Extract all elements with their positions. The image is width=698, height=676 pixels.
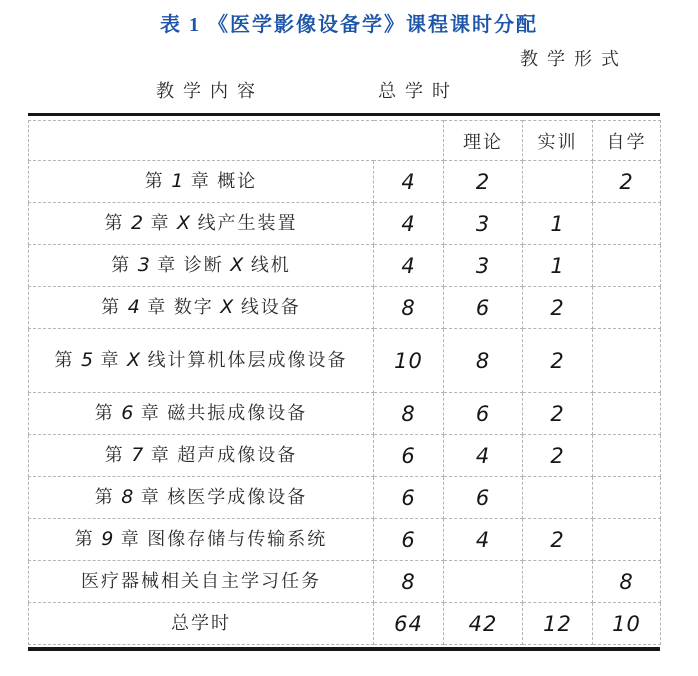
header-cell-practice: 实训 — [523, 121, 593, 161]
cell-self-study: 2 — [593, 161, 661, 203]
cell-total-hours: 6 — [374, 519, 444, 561]
cell-content: 总学时 — [29, 603, 374, 645]
cell-content: 第 2 章 X 线产生装置 — [29, 203, 374, 245]
label-teaching-content: 教学内容 — [156, 81, 264, 101]
cell-practice: 2 — [523, 435, 593, 477]
cell-content: 第 4 章 数字 X 线设备 — [29, 287, 374, 329]
table-row-chapter-3 — [29, 245, 661, 287]
cell-practice — [523, 477, 593, 519]
cell-theory: 6 — [444, 477, 523, 519]
cell-practice: 1 — [523, 245, 593, 287]
table-row-chapter-7 — [29, 435, 661, 477]
table-row-chapter-1 — [29, 161, 661, 203]
cell-theory: 3 — [444, 203, 523, 245]
cell-theory: 3 — [444, 245, 523, 287]
cell-practice — [523, 161, 593, 203]
cell-practice — [523, 561, 593, 603]
course-hours-table — [28, 120, 661, 645]
cell-self-study — [593, 519, 661, 561]
cell-total-hours: 4 — [374, 161, 444, 203]
cell-self-study — [593, 203, 661, 245]
table-row-chapter-5 — [29, 329, 661, 393]
cell-content: 医疗器械相关自主学习任务 — [29, 561, 374, 603]
cell-theory — [444, 561, 523, 603]
cell-self-study — [593, 435, 661, 477]
cell-total-hours: 64 — [374, 603, 444, 645]
cell-content: 第 8 章 核医学成像设备 — [29, 477, 374, 519]
cell-content: 第 9 章 图像存储与传输系统 — [29, 519, 374, 561]
top-rule — [28, 113, 660, 116]
cell-practice: 2 — [523, 519, 593, 561]
cell-total-hours: 8 — [374, 561, 444, 603]
cell-self-study — [593, 329, 661, 393]
table-row-chapter-6 — [29, 393, 661, 435]
cell-total-hours: 10 — [374, 329, 444, 393]
table-subheader-row — [29, 121, 661, 161]
cell-total-hours: 8 — [374, 393, 444, 435]
table-row-total — [29, 603, 661, 645]
cell-theory: 4 — [444, 519, 523, 561]
cell-content: 第 6 章 磁共振成像设备 — [29, 393, 374, 435]
cell-self-study — [593, 287, 661, 329]
table-row-chapter-9 — [29, 519, 661, 561]
cell-practice: 2 — [523, 329, 593, 393]
table-header-labels — [0, 37, 698, 113]
cell-theory: 4 — [444, 435, 523, 477]
cell-practice: 12 — [523, 603, 593, 645]
header-cell-theory: 理论 — [444, 121, 523, 161]
table-row-chapter-4 — [29, 287, 661, 329]
cell-theory: 6 — [444, 287, 523, 329]
cell-total-hours: 4 — [374, 203, 444, 245]
cell-total-hours: 6 — [374, 435, 444, 477]
header-cell-empty — [29, 121, 444, 161]
cell-self-study — [593, 477, 661, 519]
cell-practice: 1 — [523, 203, 593, 245]
table-caption: 表 1 《医学影像设备学》课程课时分配 — [160, 14, 538, 36]
cell-total-hours: 8 — [374, 287, 444, 329]
cell-self-study: 10 — [593, 603, 661, 645]
label-teaching-form: 教学形式 — [520, 49, 628, 69]
cell-content: 第 5 章 X 线计算机体层成像设备 — [29, 329, 374, 393]
cell-content: 第 7 章 超声成像设备 — [29, 435, 374, 477]
cell-self-study — [593, 393, 661, 435]
cell-self-study — [593, 245, 661, 287]
cell-theory: 6 — [444, 393, 523, 435]
table-wrapper — [28, 113, 660, 651]
cell-practice: 2 — [523, 287, 593, 329]
cell-self-study: 8 — [593, 561, 661, 603]
label-total-hours: 总学时 — [378, 81, 459, 101]
table-row-chapter-2 — [29, 203, 661, 245]
table-row-chapter-8 — [29, 477, 661, 519]
cell-theory: 2 — [444, 161, 523, 203]
cell-total-hours: 4 — [374, 245, 444, 287]
cell-total-hours: 6 — [374, 477, 444, 519]
bottom-rule — [28, 647, 660, 651]
cell-theory: 8 — [444, 329, 523, 393]
header-cell-self-study: 自学 — [593, 121, 661, 161]
cell-content: 第 1 章 概论 — [29, 161, 374, 203]
cell-content: 第 3 章 诊断 X 线机 — [29, 245, 374, 287]
cell-practice: 2 — [523, 393, 593, 435]
table-row-self-learning-tasks — [29, 561, 661, 603]
cell-theory: 42 — [444, 603, 523, 645]
